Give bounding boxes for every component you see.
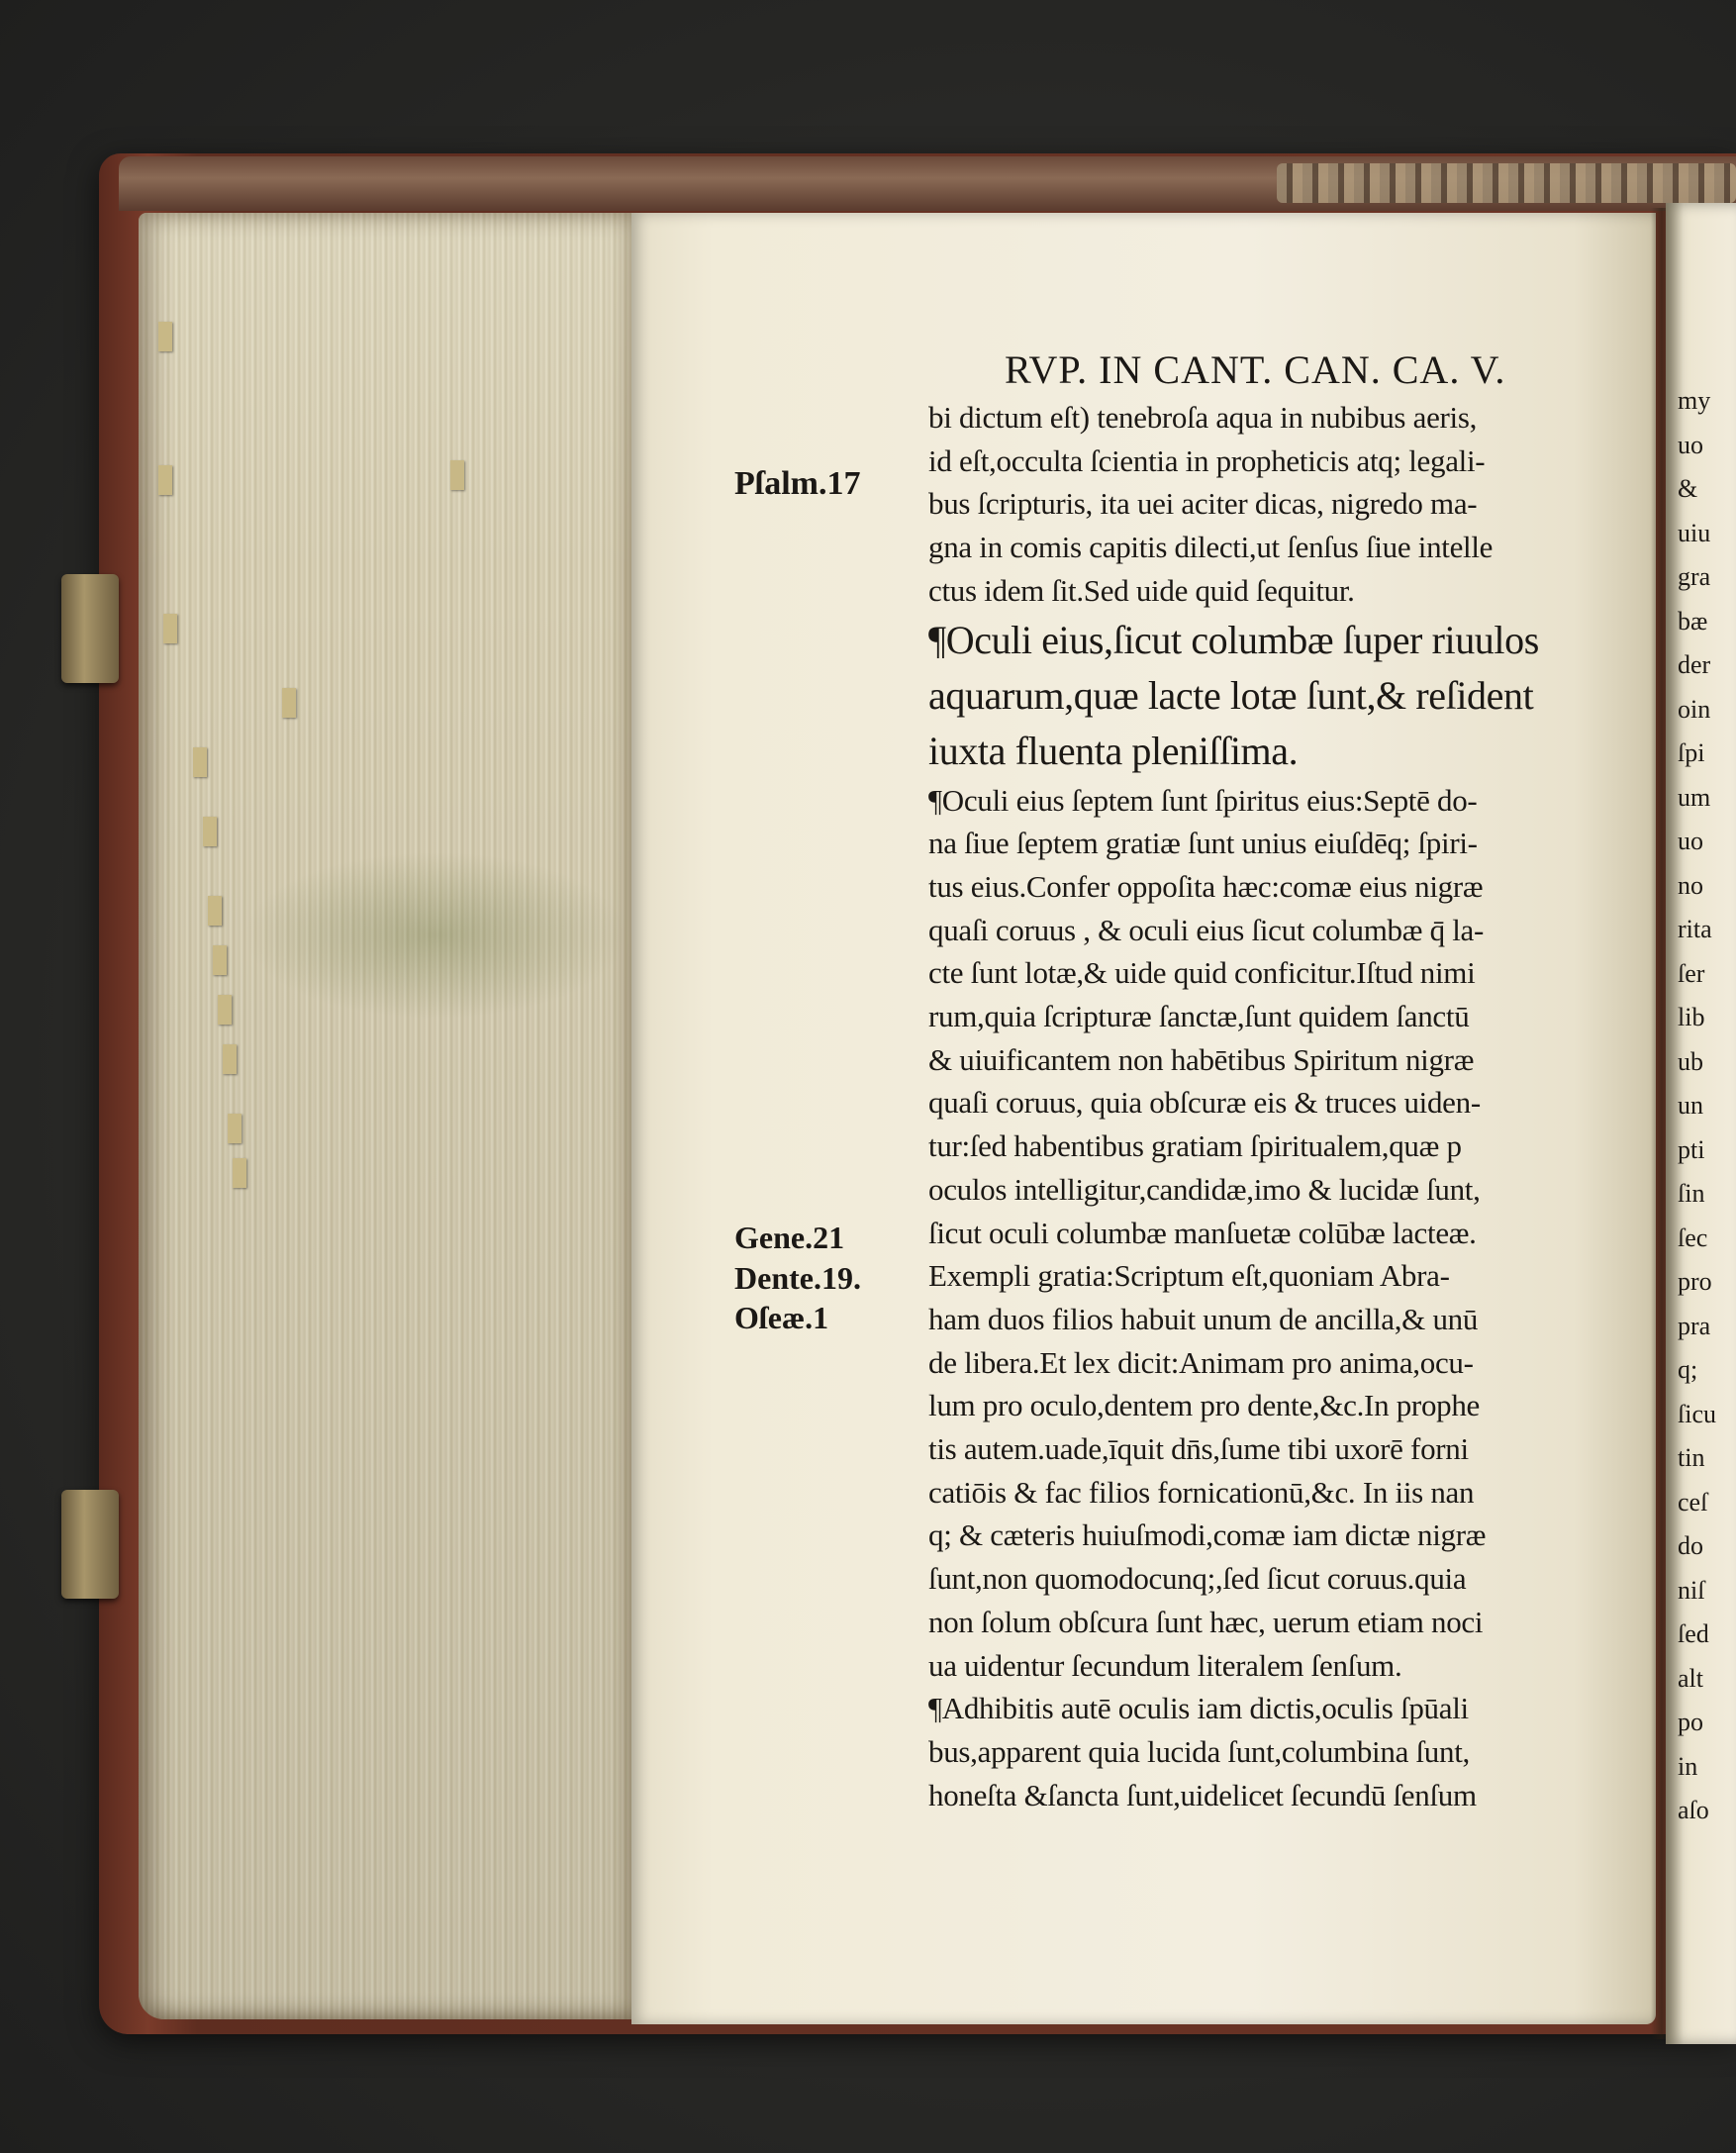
facing-page-line: bæ <box>1678 606 1708 636</box>
facing-page-line: aſo <box>1678 1796 1709 1824</box>
page-tab <box>233 1158 246 1188</box>
text-line: rum,quia ſcripturæ ſanctæ,ſunt quidem ſanctū <box>928 999 1470 1034</box>
text-line: bi dictum eſt) tenebroſa aqua in nubibus aeris, <box>928 400 1478 435</box>
facing-page-edge <box>1666 203 1736 2044</box>
headband <box>1277 163 1736 203</box>
facing-page-line: ſpi <box>1678 738 1705 767</box>
page-tab <box>450 460 464 490</box>
facing-page-line: lib <box>1678 1003 1705 1031</box>
margin-note: Oſeæ.1 <box>734 1300 829 1335</box>
text-line: na ſiue ſeptem gratiæ ſunt unius eiuſdēq; ſpiri- <box>928 826 1478 861</box>
text-line: Exempli gratia:Scriptum eſt,quoniam Abra- <box>928 1258 1450 1294</box>
facing-page-line: pro <box>1678 1267 1712 1296</box>
text-line: & uiuificantem non habētibus Spiritum nigræ <box>928 1041 1475 1077</box>
book-clasp-upper <box>61 574 119 683</box>
facing-page-line: ſec <box>1678 1223 1708 1252</box>
lemma-line: aquarum,quæ lacte lotæ ſunt,& reſident <box>928 672 1534 718</box>
facing-page-line: pti <box>1678 1134 1705 1164</box>
text-line: ſicut oculi columbæ manſuetæ colūbæ lacteæ. <box>928 1215 1477 1250</box>
facing-page-line: ſer <box>1678 958 1705 988</box>
facing-page-line: alt <box>1678 1663 1703 1693</box>
page-tab <box>213 945 227 975</box>
page-tab <box>158 322 172 351</box>
text-line: tus eius.Confer oppoſita hæc:comæ eius nigræ <box>928 868 1484 904</box>
text-line: ¶Adhibitis autē oculis iam dictis,oculis ſpūali <box>928 1691 1469 1726</box>
page-tab <box>208 896 222 926</box>
page-tab <box>218 995 232 1025</box>
text-line: tis autem.uade,īquit dn̄s,ſume tibi uxorē forni <box>928 1431 1469 1467</box>
text-line: id eſt,occulta ſcientia in propheticis atq; legali- <box>928 442 1486 478</box>
ink-smudge <box>242 851 628 1020</box>
facing-page-line: no <box>1678 870 1703 900</box>
facing-page-line: do <box>1678 1531 1703 1560</box>
facing-page-line: ub <box>1678 1046 1703 1076</box>
facing-page-line: un <box>1678 1091 1703 1120</box>
text-line: non ſolum obſcura ſunt hæc, uerum etiam noci <box>928 1604 1484 1639</box>
facing-page-line: oin <box>1678 694 1711 724</box>
facing-page-line: ſed <box>1678 1619 1709 1648</box>
running-head: RVP. IN CANT. CAN. CA. V. <box>1005 347 1506 392</box>
text-line: quaſi coruus , & oculi eius ſicut columbæ q̄ la- <box>928 912 1485 947</box>
lemma-line: iuxta fluenta pleniſſima. <box>928 728 1299 773</box>
facing-page-line: & <box>1678 474 1698 503</box>
text-line: honeſta &ſancta ſunt,uidelicet ſecundū ſenſum <box>928 1777 1477 1812</box>
facing-page-line: ſicu <box>1678 1399 1716 1428</box>
text-line: cte ſunt lotæ,& uide quid conficitur.Iſtud nimi <box>928 955 1476 991</box>
page-block-shading <box>139 213 633 2019</box>
margin-note: Gene.21 <box>734 1220 845 1255</box>
facing-page-line: gra <box>1678 562 1711 591</box>
page-tab <box>282 688 296 718</box>
facing-page-line: uo <box>1678 430 1703 459</box>
facing-page-line: ſin <box>1678 1179 1705 1208</box>
margin-note: Dente.19. <box>734 1260 861 1296</box>
facing-page-line: ceſ <box>1678 1487 1708 1517</box>
text-line: gna in comis capitis dilecti,ut ſenſus ſiue intelle <box>928 530 1494 565</box>
text-line: catiōis & fac filios fornicationū,&c. In iis nan <box>928 1474 1475 1510</box>
facing-page-line: my <box>1678 386 1711 415</box>
facing-page-line: tin <box>1678 1443 1705 1472</box>
text-line: tur:ſed habentibus gratiam ſpiritualem,quæ p <box>928 1128 1462 1164</box>
text-line: de libera.Et lex dicit:Animam pro anima,ocu- <box>928 1344 1474 1380</box>
facing-page-line: uo <box>1678 827 1703 855</box>
text-line: q; & cæteris huiuſmodi,comæ iam dictæ nigræ <box>928 1517 1487 1553</box>
margin-note: Pſalm.17 <box>734 465 861 502</box>
facing-page-line: niſ <box>1678 1575 1705 1605</box>
lemma-line: ¶Oculi eius,ſicut columbæ ſuper riuulos <box>928 617 1539 662</box>
page-tab <box>228 1114 241 1143</box>
facing-page-line: q; <box>1678 1355 1698 1384</box>
text-line: ſunt,non quomodocunq;,ſed ſicut coruus.quia <box>928 1561 1467 1597</box>
text-line: ua uidentur ſecundum literalem ſenſum. <box>928 1647 1402 1683</box>
facing-page-line: der <box>1678 650 1711 679</box>
facing-page-line: uiu <box>1678 518 1711 547</box>
facing-page-line: rita <box>1678 915 1712 943</box>
page-tab <box>163 614 177 643</box>
facing-page-line: um <box>1678 782 1711 812</box>
facing-page-line: pra <box>1678 1311 1711 1340</box>
text-line: bus,apparent quia lucida ſunt,columbina ſunt, <box>928 1733 1470 1769</box>
text-line: lum pro oculo,dentem pro dente,&c.In prophe <box>928 1388 1480 1423</box>
page-tab <box>223 1044 237 1074</box>
text-line: bus ſcripturis, ita uei aciter dicas, nigredo ma- <box>928 486 1478 522</box>
facing-page-line: in <box>1678 1751 1698 1781</box>
text-line: ctus idem ſit.Sed uide quid ſequitur. <box>928 572 1355 608</box>
text-line: quaſi coruus, quia obſcuræ eis & truces uiden- <box>928 1085 1481 1121</box>
page-tab <box>193 747 207 777</box>
text-line: oculos intelligitur,candidæ,imo & lucidæ ſunt, <box>928 1171 1481 1207</box>
body-text <box>928 396 1641 1816</box>
page-tab <box>158 465 172 495</box>
facing-page-line: po <box>1678 1708 1703 1736</box>
page-tab <box>203 817 217 846</box>
text-line: ham duos filios habuit unum de ancilla,& unū <box>928 1301 1479 1336</box>
text-line: ¶Oculi eius ſeptem ſunt ſpiritus eius:Septē do- <box>928 782 1478 818</box>
book-clasp-lower <box>61 1490 119 1599</box>
